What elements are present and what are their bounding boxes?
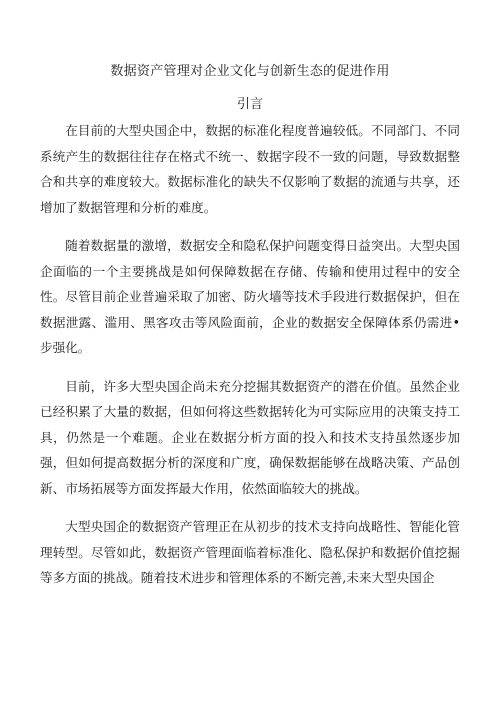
section-heading-introduction: 引言 (236, 97, 263, 112)
paragraph-3: 目前，许多大型央国企尚未充分挖掘其数据资产的潜在价值。虽然企业已经积累了大量的数据，但如何将这些数据转化为可实际应用的决策支持工具，仍然是一个难题。企业在数据分析方面的投入和技术支持虽然逐步加强，但如何提高数据分析的深度和广度，确保数据能够在战略决策、产品创新、市场拓展等方面发挥最大作用，依然面临较大的挑战。 (40, 378, 460, 496)
paragraph-1: 在目前的大型央国企中，数据的标准化程度普遍较低。不同部门、不同系统产生的数据往往存在格式不统一、数据字段不一致的问题，导致数据整合和共享的难度较大。数据标准化的缺失不仅影响了数据的流通与共享，还增加了数据管理和分析的难度。 (40, 123, 460, 215)
document-title: 数据资产管理对企业文化与创新生态的促进作用 (110, 64, 390, 79)
paragraph-4: 大型央国企的数据资产管理正在从初步的技术支持向战略性、智能化管理转型。尽管如此，数据资产管理面临着标准化、隐私保护和数据价值挖掘等多方面的挑战。随着技术进步和管理体系的不断完善,未来大型央国企 (40, 519, 460, 585)
document-body (40, 118, 460, 604)
paragraph-2: 随着数据量的激增，数据安全和隐私保护问题变得日益突出。大型央国企面临的一个主要挑战是如何保障数据在存储、传输和使用过程中的安全性。尽管目前企业普遍采取了加密、防火墙等技术手段进行数据保护，但在数据泄露、滥用、黑客攻击等风险面前，企业的数据安全保障体系仍需进•步强化。 (40, 238, 460, 355)
